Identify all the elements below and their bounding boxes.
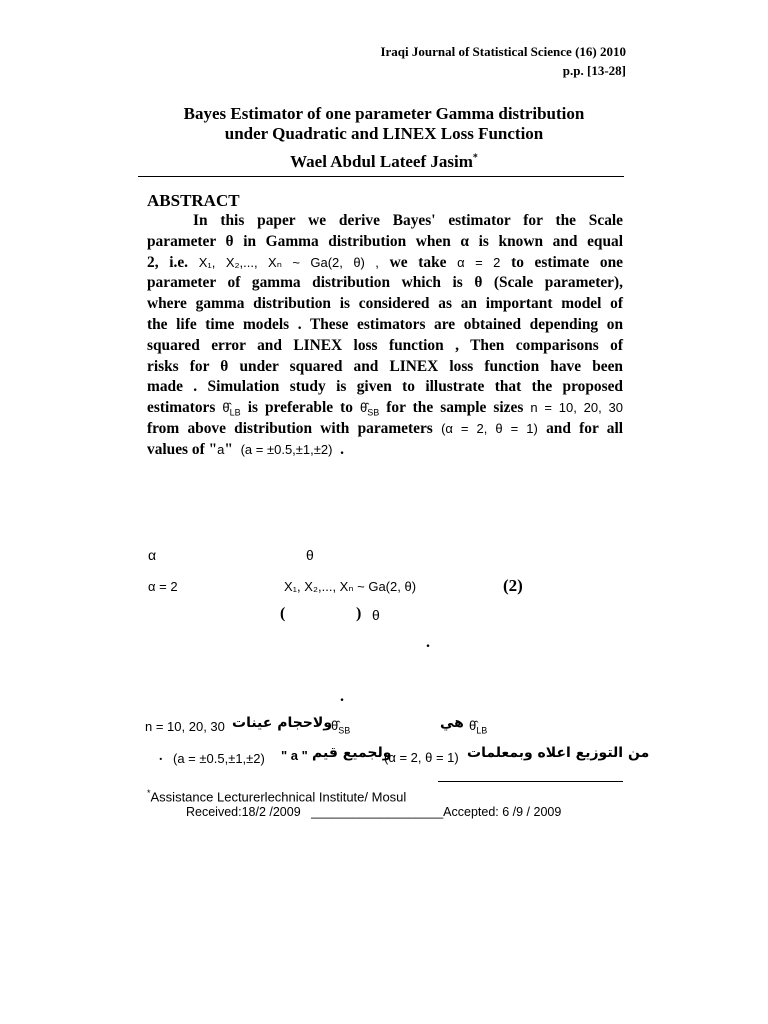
- arabic-hiya: هي: [440, 715, 464, 731]
- abstract-line-3: 2, i.e. X₁, X₂,..., Xₙ ~ Ga(2, θ) , we take α = 2 to estimate one: [147, 253, 624, 271]
- theta-sb-symbol: $\thetâ_{SB}$: [359, 400, 380, 418]
- arabic-theta-lb: $\thetâ_{LB}$: [469, 718, 488, 736]
- abstract-line-5: where gamma distribution is considered as an important model of: [147, 295, 623, 313]
- arabic-parameter-values: (α = 2, θ = 1): [384, 750, 459, 765]
- author-line: [0, 152, 768, 172]
- arabic-period: .: [159, 749, 163, 764]
- arabic-alpha: α: [148, 547, 157, 563]
- parameter-values: (α = 2, θ = 1): [441, 420, 538, 436]
- paper-title-line-1: Bayes Estimator of one parameter Gamma distribution: [183, 104, 585, 123]
- abstract-heading: ABSTRACT: [147, 191, 240, 210]
- arabic-sample-sizes: n = 10, 20, 30: [145, 719, 225, 734]
- arabic-theta-2: θ: [372, 607, 380, 623]
- arabic-paren-open: (: [280, 605, 286, 622]
- abstract-line-4: parameter of gamma distribution which is θ (Scale parameter),: [147, 274, 623, 292]
- a-values: (a = ±0.5,±1,±2): [240, 441, 333, 457]
- arabic-iid-expression: X₁, X₂,..., Xₙ ~ Ga(2, θ): [284, 579, 417, 594]
- abstract-line-10: estimators $\thetâ_{LB}$ is preferable to $\thetâ_{SB}$ for the sample sizes n = 10, 20, 30: [147, 399, 623, 418]
- arabic-sizes-text: ولاحجام عينات: [232, 715, 333, 731]
- journal-name: Iraqi Journal of Statistical Science (16) 2010: [380, 44, 626, 59]
- theta-lb-symbol: $\thetâ_{LB}$: [222, 400, 241, 418]
- page-range: p.p. [13-28]: [562, 63, 626, 78]
- arabic-distribution-text: من التوزيع اعلاه وبمعلمات: [467, 745, 650, 761]
- abstract-line-12: values of "a" (a = ±0.5,±1,±2) .: [147, 440, 345, 458]
- abstract-line-6: the life time models . These estimators are obtained depending on: [147, 315, 623, 333]
- author-name: Wael Abdul Lateef Jasim: [290, 152, 473, 171]
- title-rule: [138, 176, 624, 177]
- alpha-equals-two: α = 2: [457, 254, 501, 270]
- equation-number: (2): [503, 576, 523, 595]
- footnote: [147, 788, 406, 804]
- author-footnote-mark: *: [472, 152, 478, 164]
- arabic-theta-sb: $\thetâ_{SB}$: [331, 718, 351, 736]
- abstract-line-8: risks for θ under squared and LINEX loss function have been: [147, 357, 623, 375]
- arabic-dot-2: .: [340, 688, 344, 705]
- abstract-line-1: In this paper we derive Bayes' estimator for the Scale: [193, 212, 623, 229]
- paper-title-line-2: under Quadratic and LINEX Loss Function: [224, 124, 544, 143]
- abstract-line-7: squared error and LINEX loss function , Then comparisons of: [147, 336, 623, 354]
- footnote-mark: *: [147, 788, 151, 798]
- journal-header: [380, 42, 626, 80]
- arabic-dot-1: .: [426, 634, 430, 651]
- abstract-body: [147, 211, 623, 461]
- arabic-alpha-equals-two: α = 2: [148, 579, 178, 594]
- arabic-all-values-text: ولجميع قيم: [312, 745, 392, 761]
- received-accepted-dates: Received:18/2 /2009 ___________________Accepted: 6 /9 / 2009: [186, 805, 562, 819]
- sample-sizes: n = 10, 20, 30: [530, 400, 623, 416]
- arabic-theta: θ: [306, 547, 314, 563]
- footnote-rule: [438, 781, 623, 782]
- abstract-line-2: parameter θ in Gamma distribution when α is known and equal: [147, 232, 623, 250]
- footnote-affiliation: Assistance Lecturerlechnical Institute/ Mosul: [150, 789, 407, 805]
- abstract-line-11: from above distribution with parameters (α = 2, θ = 1) and for all: [147, 419, 623, 437]
- iid-expression: X₁, X₂,..., Xₙ ~ Ga(2, θ) ,: [198, 254, 379, 270]
- arabic-paren-close: ): [356, 605, 362, 622]
- arabic-a-quote: " a ": [281, 748, 308, 763]
- abstract-line-9: made . Simulation study is given to illustrate that the proposed: [147, 378, 623, 396]
- arabic-a-values: (a = ±0.5,±1,±2): [173, 751, 265, 766]
